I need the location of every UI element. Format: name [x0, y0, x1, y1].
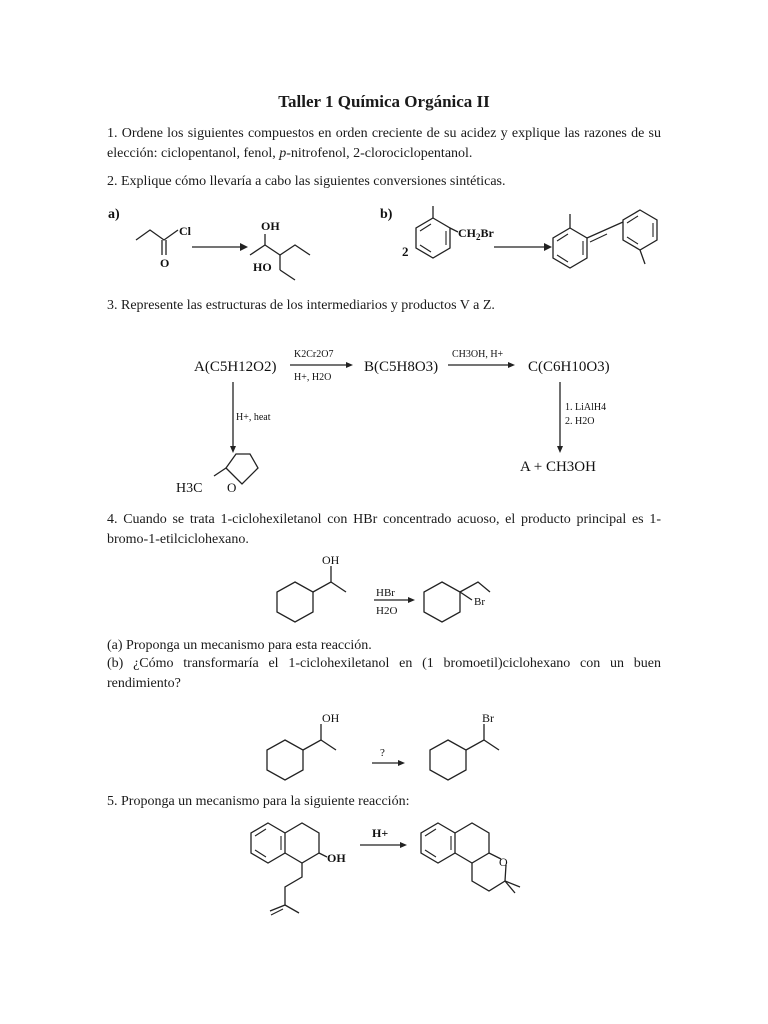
br-label-1: Br: [474, 596, 485, 608]
cyclohexane-4: [430, 740, 466, 780]
aromatic-ring: [251, 823, 285, 863]
page-title: Taller 1 Química Orgánica II: [278, 92, 490, 111]
reagent-lialh4: 1. LiAlH4: [565, 402, 607, 413]
q1-text-b: -nitrofenol, 2-clorociclopentanol.: [286, 146, 473, 161]
q1-text-a: 1. Ordene los siguientes compuestos en orden creciente de su acidez y explique las razones de su elección: ciclopentanol, fenol,: [107, 126, 661, 161]
benzene-ring-1: [416, 218, 450, 258]
reagent-ch3oh: CH3OH, H+: [452, 349, 504, 360]
o-label: O: [160, 256, 170, 270]
benzene-ring-2: [553, 228, 587, 268]
question-4: 4. Cuando se trata 1-ciclohexiletanol con HBr concentrado acuoso, el producto principal es 1-bromo-1-etilciclohexano.: [107, 512, 661, 547]
hbr-reagent: HBr: [376, 587, 395, 599]
ho-label: HO: [253, 260, 272, 274]
cyclohexane-1: [277, 582, 313, 622]
benzene-ring-3: [623, 210, 657, 250]
cyclohexane-3: [267, 740, 303, 780]
q4-figure-1: [270, 552, 520, 632]
compound-a: A(C5H12O2): [194, 359, 277, 375]
question-2: 2. Explique cómo llevaría a cabo las siguientes conversiones sintéticas.: [107, 174, 506, 189]
q2-figure: [100, 200, 680, 285]
q4-part-a: (a) Proponga un mecanismo para esta reacción.: [107, 638, 372, 653]
q1-text-p: p: [279, 146, 287, 161]
reagent-heat: H+, heat: [236, 412, 271, 423]
question-5: 5. Proponga un mecanismo para la siguiente reacción:: [107, 794, 410, 809]
oh-label-2: OH: [322, 711, 340, 725]
acyl-chain: [136, 230, 178, 240]
product-aromatic-ring: [421, 823, 455, 863]
q2-label-a: a): [108, 207, 120, 222]
side-chain: [270, 863, 302, 911]
question-3: 3. Represente las estructuras de los intermediarios y productos V a Z.: [107, 298, 495, 313]
cl-label: Cl: [179, 224, 191, 238]
reagent-h2o: 2. H2O: [565, 416, 595, 427]
compound-c: C(C6H10O3): [528, 359, 610, 375]
compound-b: B(C5H8O3): [364, 359, 439, 375]
reagent-h-h2o: H+, H2O: [294, 372, 332, 383]
h3c-label: H3C: [176, 481, 203, 496]
diol-chain: [250, 245, 310, 255]
oh-label-1: OH: [322, 553, 340, 567]
vinyl-bond: [587, 222, 623, 238]
methyl-3: [640, 250, 645, 264]
q2-label-b: b): [380, 207, 393, 222]
h2o-reagent: H2O: [376, 605, 398, 617]
br-label-2: Br: [482, 711, 494, 725]
q4-part-b: (b) ¿Cómo transformaría el 1-ciclohexiletanol en (1 bromoetil)ciclohexano con un buen rendimiento?: [107, 656, 661, 691]
q5-oh-label: OH: [327, 851, 346, 865]
q5-figure: [245, 815, 525, 925]
reagent-k2cr2o7: K2Cr2O7: [294, 349, 334, 360]
pyran-o-label: O: [499, 855, 508, 869]
cyclohexane-2: [424, 582, 460, 622]
oh-label: OH: [261, 219, 280, 233]
h-plus-reagent: H+: [372, 826, 389, 840]
thf-o-label: O: [227, 480, 237, 495]
q4-figure-2: [260, 710, 520, 790]
ch2br-label: $CH_2Br$: [458, 226, 494, 242]
final-products: A + CH3OH: [520, 459, 596, 475]
question-mark: ?: [380, 747, 385, 759]
question-1: [107, 124, 661, 164]
product-middle-ring: [455, 823, 489, 863]
coefficient-2: 2: [402, 244, 409, 259]
saturated-ring: [285, 823, 319, 863]
q3-figure: [170, 340, 640, 500]
